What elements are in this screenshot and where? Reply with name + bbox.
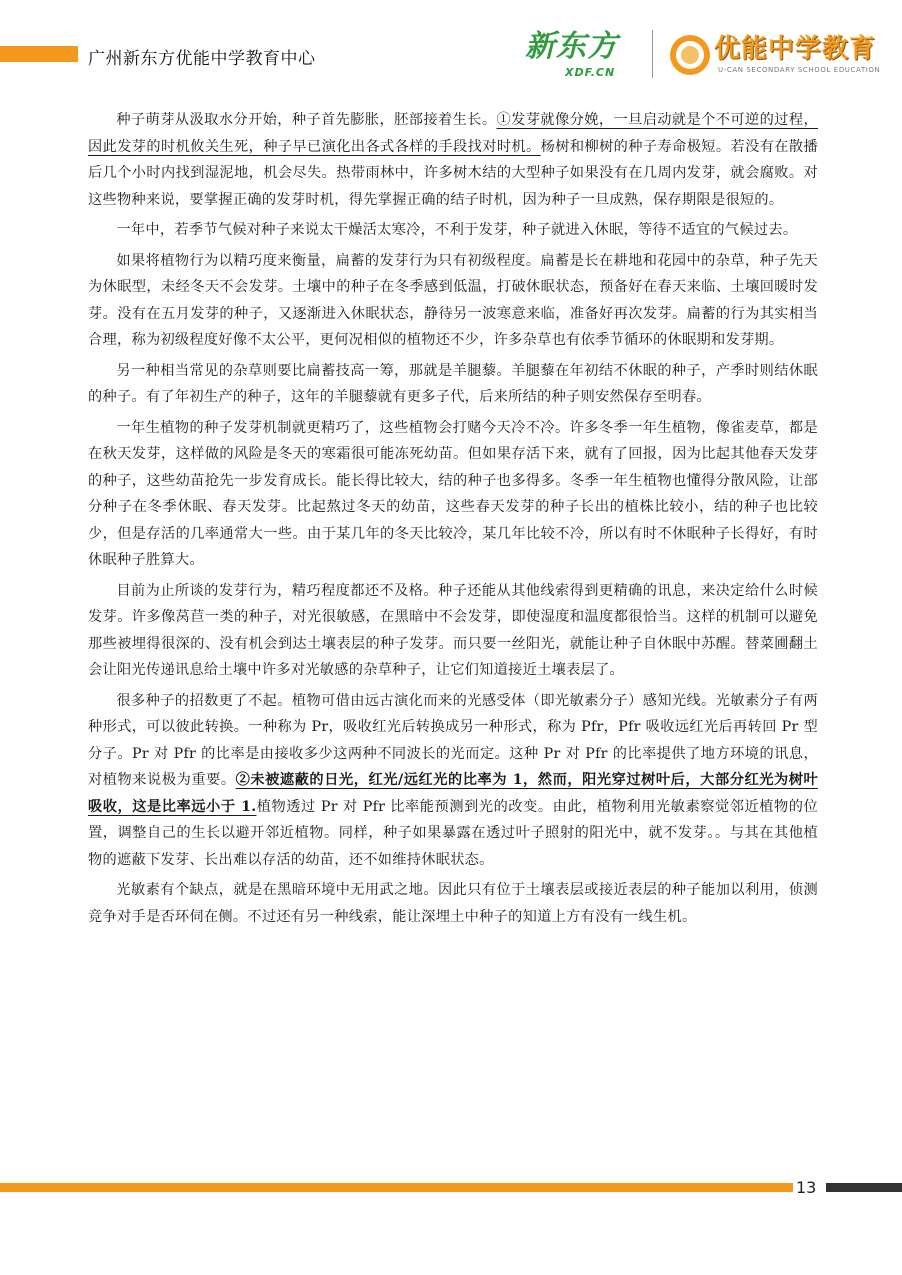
- paragraph: [88, 688, 818, 874]
- ucan-logo-text: 优能中学教育: [714, 34, 877, 64]
- text-segment: 杨树和柳树的种子寿命极短。若没有在散播后几个小时内找到湿泥地，机会尽失。热带雨林中，许多树木结的大型种子如果没有在几周内发芽，就会腐败。对这些物种来说，要掌握正确的发芽时机，得先掌握正确的结子时机，因为种子一旦成熟，保存期限是很短的。: [88, 138, 818, 208]
- logo-divider: [652, 30, 653, 78]
- paragraph: [88, 217, 818, 244]
- paragraph: [88, 358, 818, 411]
- text-segment: 光敏素有个缺点，就是在黑暗环境中无用武之地。因此只有位于土壤表层或接近表层的种子能加以利用，侦测竞争对手是否环伺在侧。不过还有另一种线索，能让深埋土中种子的知道上方有没有一线生机。: [88, 882, 818, 925]
- header-title: 广州新东方优能中学教育中心: [88, 49, 316, 69]
- text-segment: 如果将植物行为以精巧度来衡量，扁蓄的发芽行为只有初级程度。扁蓄是长在耕地和花园中的杂草，种子先天为休眠型，未经冬天不会发芽。土壤中的种子在冬季感到低温，打破休眠状态，预备好在春天来临、土壤回暖时发芽。没有在五月发芽的种子，又逐渐进入休眠状态，静待另一波寒意来临，准备好再次发芽。扁蓄的行为其实相当合理，称为初级程度好像不太公平，更何况相似的植物还不少，许多杂草也有依季节循环的休眠期和发芽期。: [88, 252, 818, 348]
- xdf-logo-domain: XDF.CN: [565, 66, 616, 79]
- text-segment: 一年中，若季节气候对种子来说太干燥活太寒冷，不利于发芽，种子就进入休眠，等待不适宜的气候过去。: [116, 222, 798, 238]
- xdf-logo: [525, 30, 643, 80]
- text-segment: 一年生植物的种子发芽机制就更精巧了，这些植物会打赌今天冷不冷。许多冬季一年生植物，像雀麦草，都是在秋天发芽，这样做的风险是冬天的寒霜很可能冻死幼苗。但如果存活下来，就有了回报，因为比起其他春天发芽的种子，这些幼苗抢先一步发育成长。能长得比较大，结的种子也多得多。冬季一年生植物也懂得分散风险，让部分种子在冬季休眠、春天发芽。比起熬过冬天的幼苗，这些春天发芽的种子长出的植株比较小，结的种子也比较少，但是存活的几率通常大一些。由于某几年的冬天比较冷，某几年比较不冷，所以有时不休眠种子长得好，有时休眠种子胜算大。: [88, 419, 818, 568]
- ucan-emblem-icon: [668, 33, 712, 77]
- paragraph: [88, 248, 818, 354]
- text-segment: 很多种子的招数更了不起。植物可借由远古演化而来的光感受体（即光敏素分子）感知光线。光敏素分子有两种形式，可以彼此转换。一种称为 Pr，吸收红光后转换成另一种形式，称为 Pfr，Pfr 吸收远红光后再转回 Pr 型分子。Pr 对 Pfr 的比率是由接收多少这两种不同波长的光而定。这种 Pr 对 Pfr 的比率提供了地方环境的讯息，对植物来说极为重要。: [88, 692, 818, 788]
- paragraph: [88, 877, 818, 930]
- ucan-logo-subtitle: U-CAN SECONDARY SCHOOL EDUCATION: [718, 66, 881, 74]
- footer-dark-bar: [826, 1183, 902, 1192]
- paragraph: [88, 415, 818, 574]
- text-segment: 种子萌芽从汲取水分开始，种子首先膨胀，胚部接着生长。: [116, 112, 497, 128]
- article-body: [88, 107, 818, 934]
- footer-accent-bar: [0, 1183, 793, 1192]
- header-accent-bar: [0, 46, 78, 62]
- paragraph: [88, 578, 818, 684]
- page-number: 13: [796, 1178, 817, 1197]
- underlined-sentence: ②未被遮蔽的日光，红光/远红光的比率为 1，然而，阳光穿过树叶后，大部分红光为树叶吸收，这是比率远小于 1.: [88, 772, 818, 815]
- underlined-sentence: ①发芽就像分娩，一旦启动就是个不可逆的过程，因此发芽的时机攸关生死，种子早已演化出各式各样的手段找对时机。: [88, 112, 818, 155]
- text-segment: 植物透过 Pr 对 Pfr 比率能预测到光的改变。由此，植物利用光敏素察觉邻近植物的位置，调整自己的生长以避开邻近植物。同样，种子如果暴露在透过叶子照射的阳光中，就不发芽。。与其在其他植物的遮蔽下发芽、长出难以存活的幼苗，还不如维持休眠状态。: [88, 798, 818, 868]
- xdf-logo-text: 新东方: [525, 29, 618, 64]
- paragraph: [88, 107, 818, 213]
- text-segment: 目前为止所谈的发芽行为，精巧程度都还不及格。种子还能从其他线索得到更精确的讯息，来决定给什么时候发芽。许多像莴苣一类的种子，对光很敏感，在黑暗中不会发芽，即使湿度和温度都很恰当。这样的机制可以避免那些被埋得很深的、没有机会到达土壤表层的种子发芽。而只要一丝阳光，就能让种子自休眠中苏醒。替菜圃翻土会让阳光传递讯息给土壤中许多对光敏感的杂草种子，让它们知道接近土壤表层了。: [88, 582, 818, 678]
- text-segment: 另一种相当常见的杂草则要比扁蓄技高一筹，那就是羊腿藜。羊腿藜在年初结不休眠的种子，产季时则结休眠的种子。有了年初生产的种子，这年的羊腿藜就有更多子代，后来所结的种子则安然保存至明春。: [88, 362, 818, 405]
